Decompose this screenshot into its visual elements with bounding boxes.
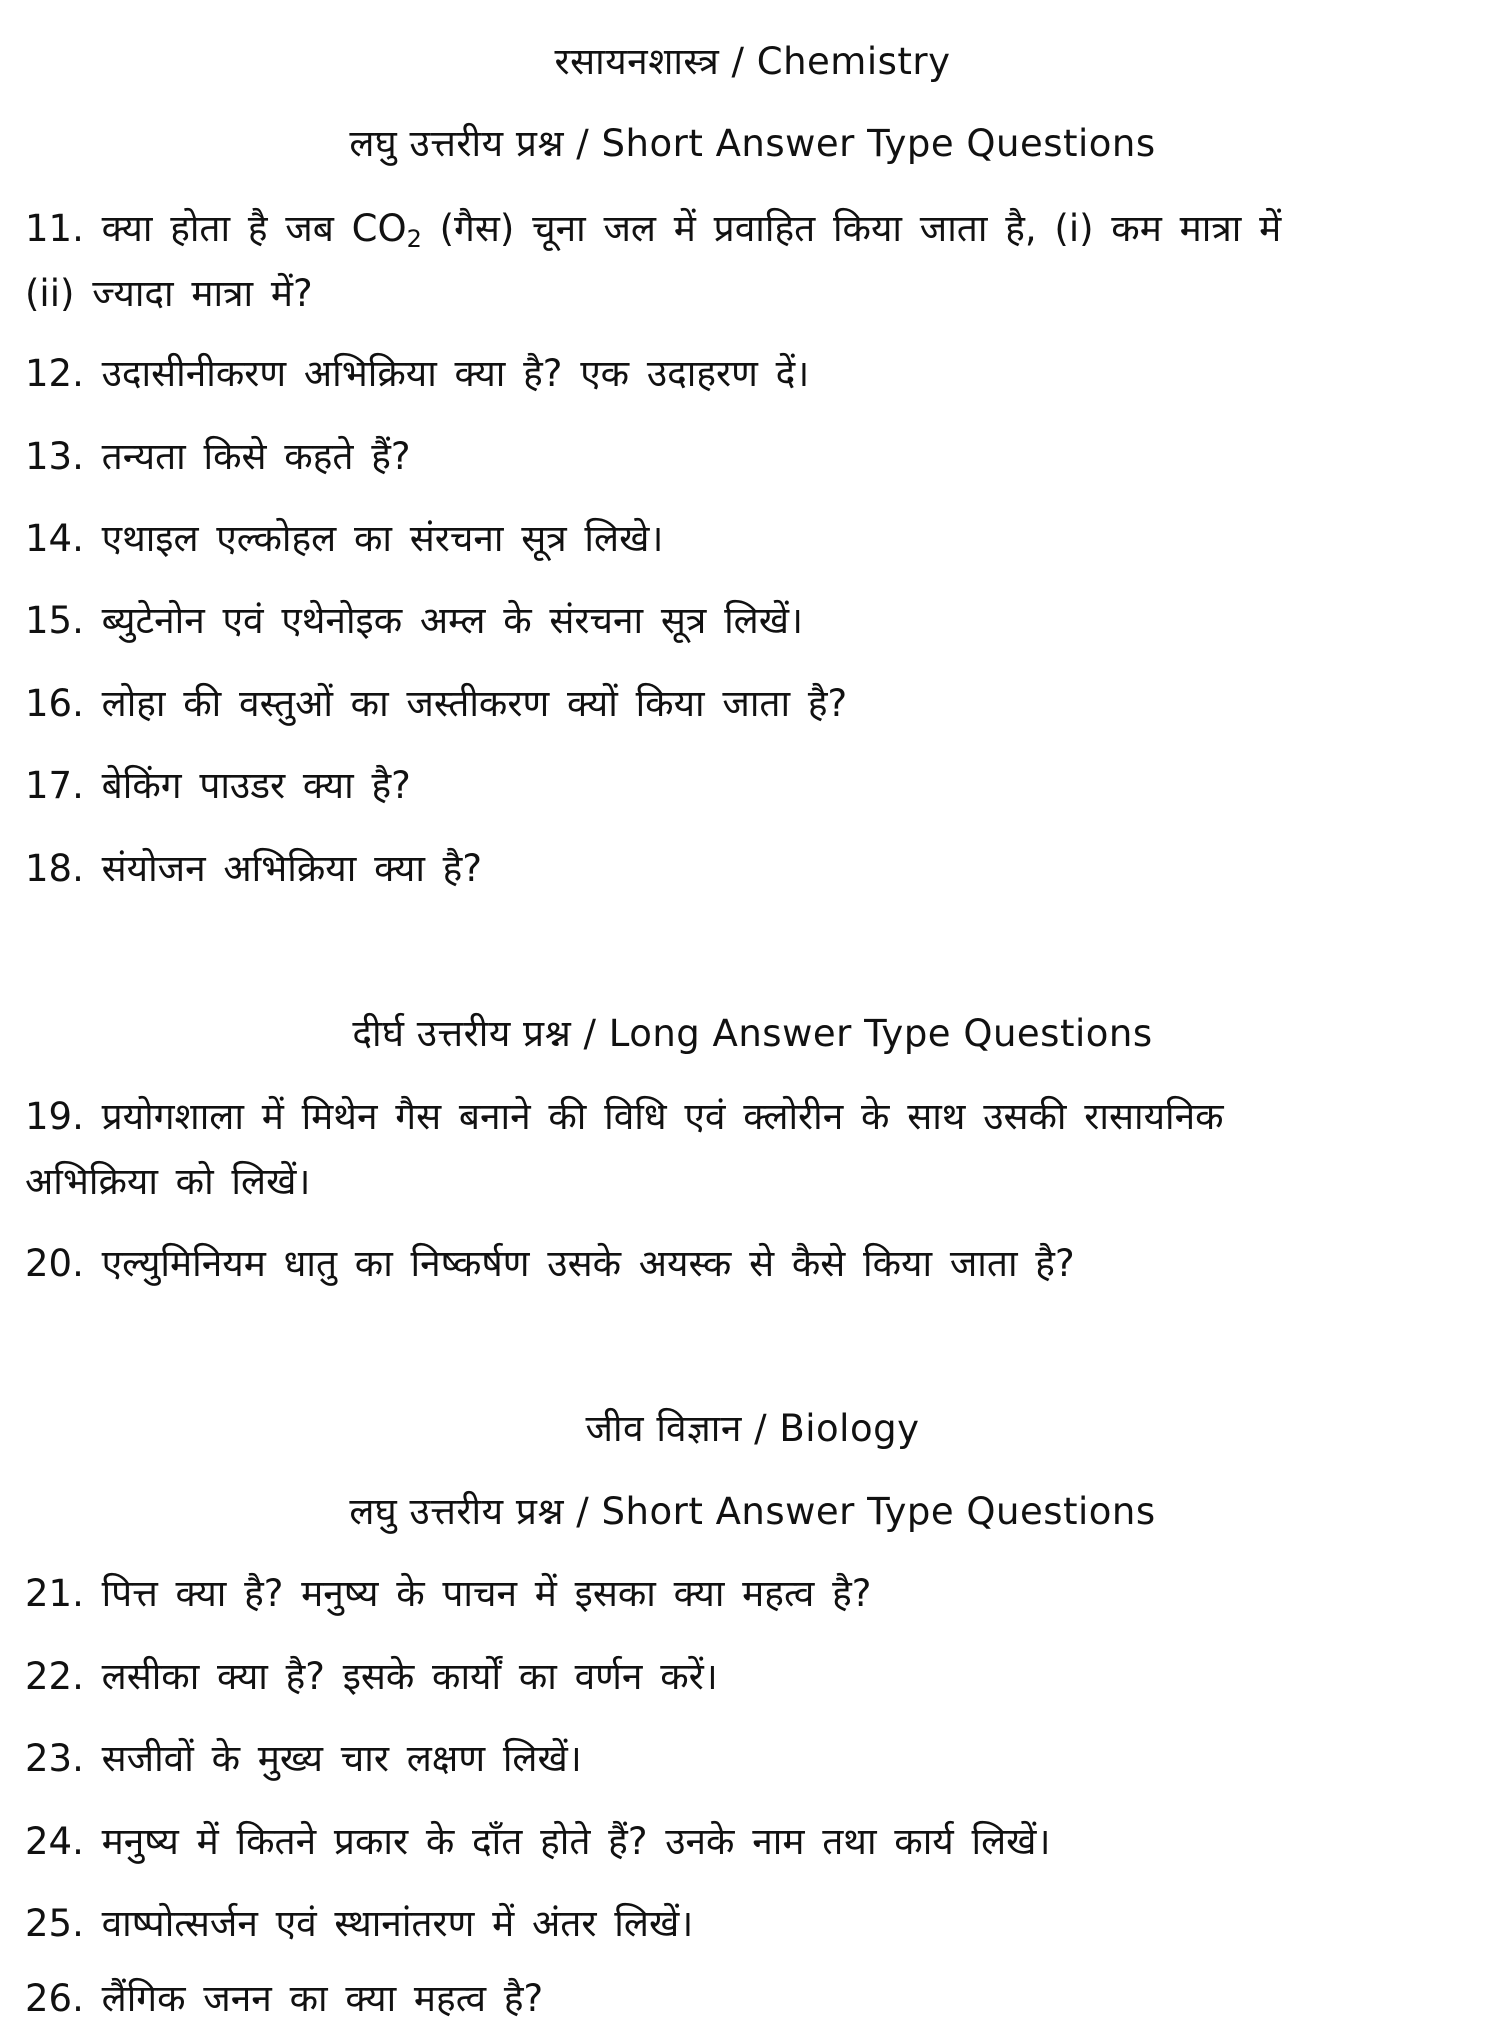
question-16: 16. लोहा की वस्तुओं का जस्तीकरण क्यों किया जाता है? — [25, 682, 848, 725]
chemistry-long-answer-heading: दीर्घ उत्तरीय प्रश्न / Long Answer Type Questions — [352, 1012, 1153, 1055]
question-12: 12. उदासीनीकरण अभिक्रिया क्या है? एक उदाहरण दें। — [25, 352, 810, 395]
question-11-text-end: (गैस) चूना जल में प्रवाहित किया जाता है, (i) कम मात्रा में — [421, 207, 1282, 250]
question-23: 23. सजीवों के मुख्य चार लक्षण लिखें। — [25, 1737, 582, 1780]
co2-subscript: 2 — [406, 225, 422, 253]
question-25: 25. वाष्पोत्सर्जन एवं स्थानांतरण में अंतर लिखें। — [25, 1902, 694, 1945]
question-11-line-2: (ii) ज्यादा मात्रा में? — [25, 272, 313, 315]
question-19-line-2: अभिक्रिया को लिखें। — [25, 1160, 311, 1203]
question-11-text-start: 11. क्या होता है जब CO — [25, 207, 407, 250]
biology-title: जीव विज्ञान / Biology — [585, 1407, 920, 1450]
question-24: 24. मनुष्य में कितने प्रकार के दाँत होते हैं? उनके नाम तथा कार्य लिखें। — [25, 1820, 1051, 1863]
question-19-line-1: 19. प्रयोगशाला में मिथेन गैस बनाने की विधि एवं क्लोरीन के साथ उसकी रासायनिक — [25, 1095, 1224, 1138]
question-21: 21. पित्त क्या है? मनुष्य के पाचन में इसका क्या महत्व है? — [25, 1572, 872, 1615]
chemistry-title: रसायनशास्त्र / Chemistry — [554, 40, 951, 83]
question-17: 17. बेकिंग पाउडर क्या है? — [25, 764, 411, 807]
question-18: 18. संयोजन अभिक्रिया क्या है? — [25, 847, 482, 890]
question-26: 26. लैंगिक जनन का क्या महत्व है? — [25, 1977, 544, 2020]
biology-short-answer-heading: लघु उत्तरीय प्रश्न / Short Answer Type Questions — [349, 1490, 1156, 1533]
question-15: 15. ब्युटेनोन एवं एथेनोइक अम्ल के संरचना सूत्र लिखें। — [25, 599, 804, 642]
chemistry-short-answer-heading: लघु उत्तरीय प्रश्न / Short Answer Type Questions — [349, 122, 1156, 165]
question-11-line-1 — [25, 205, 1475, 253]
question-13: 13. तन्यता किसे कहते हैं? — [25, 435, 411, 478]
question-14: 14. एथाइल एल्कोहल का संरचना सूत्र लिखे। — [25, 517, 664, 560]
question-20: 20. एल्युमिनियम धातु का निष्कर्षण उसके अयस्क से कैसे किया जाता है? — [25, 1242, 1075, 1285]
question-22: 22. लसीका क्या है? इसके कार्यों का वर्णन करें। — [25, 1655, 718, 1698]
